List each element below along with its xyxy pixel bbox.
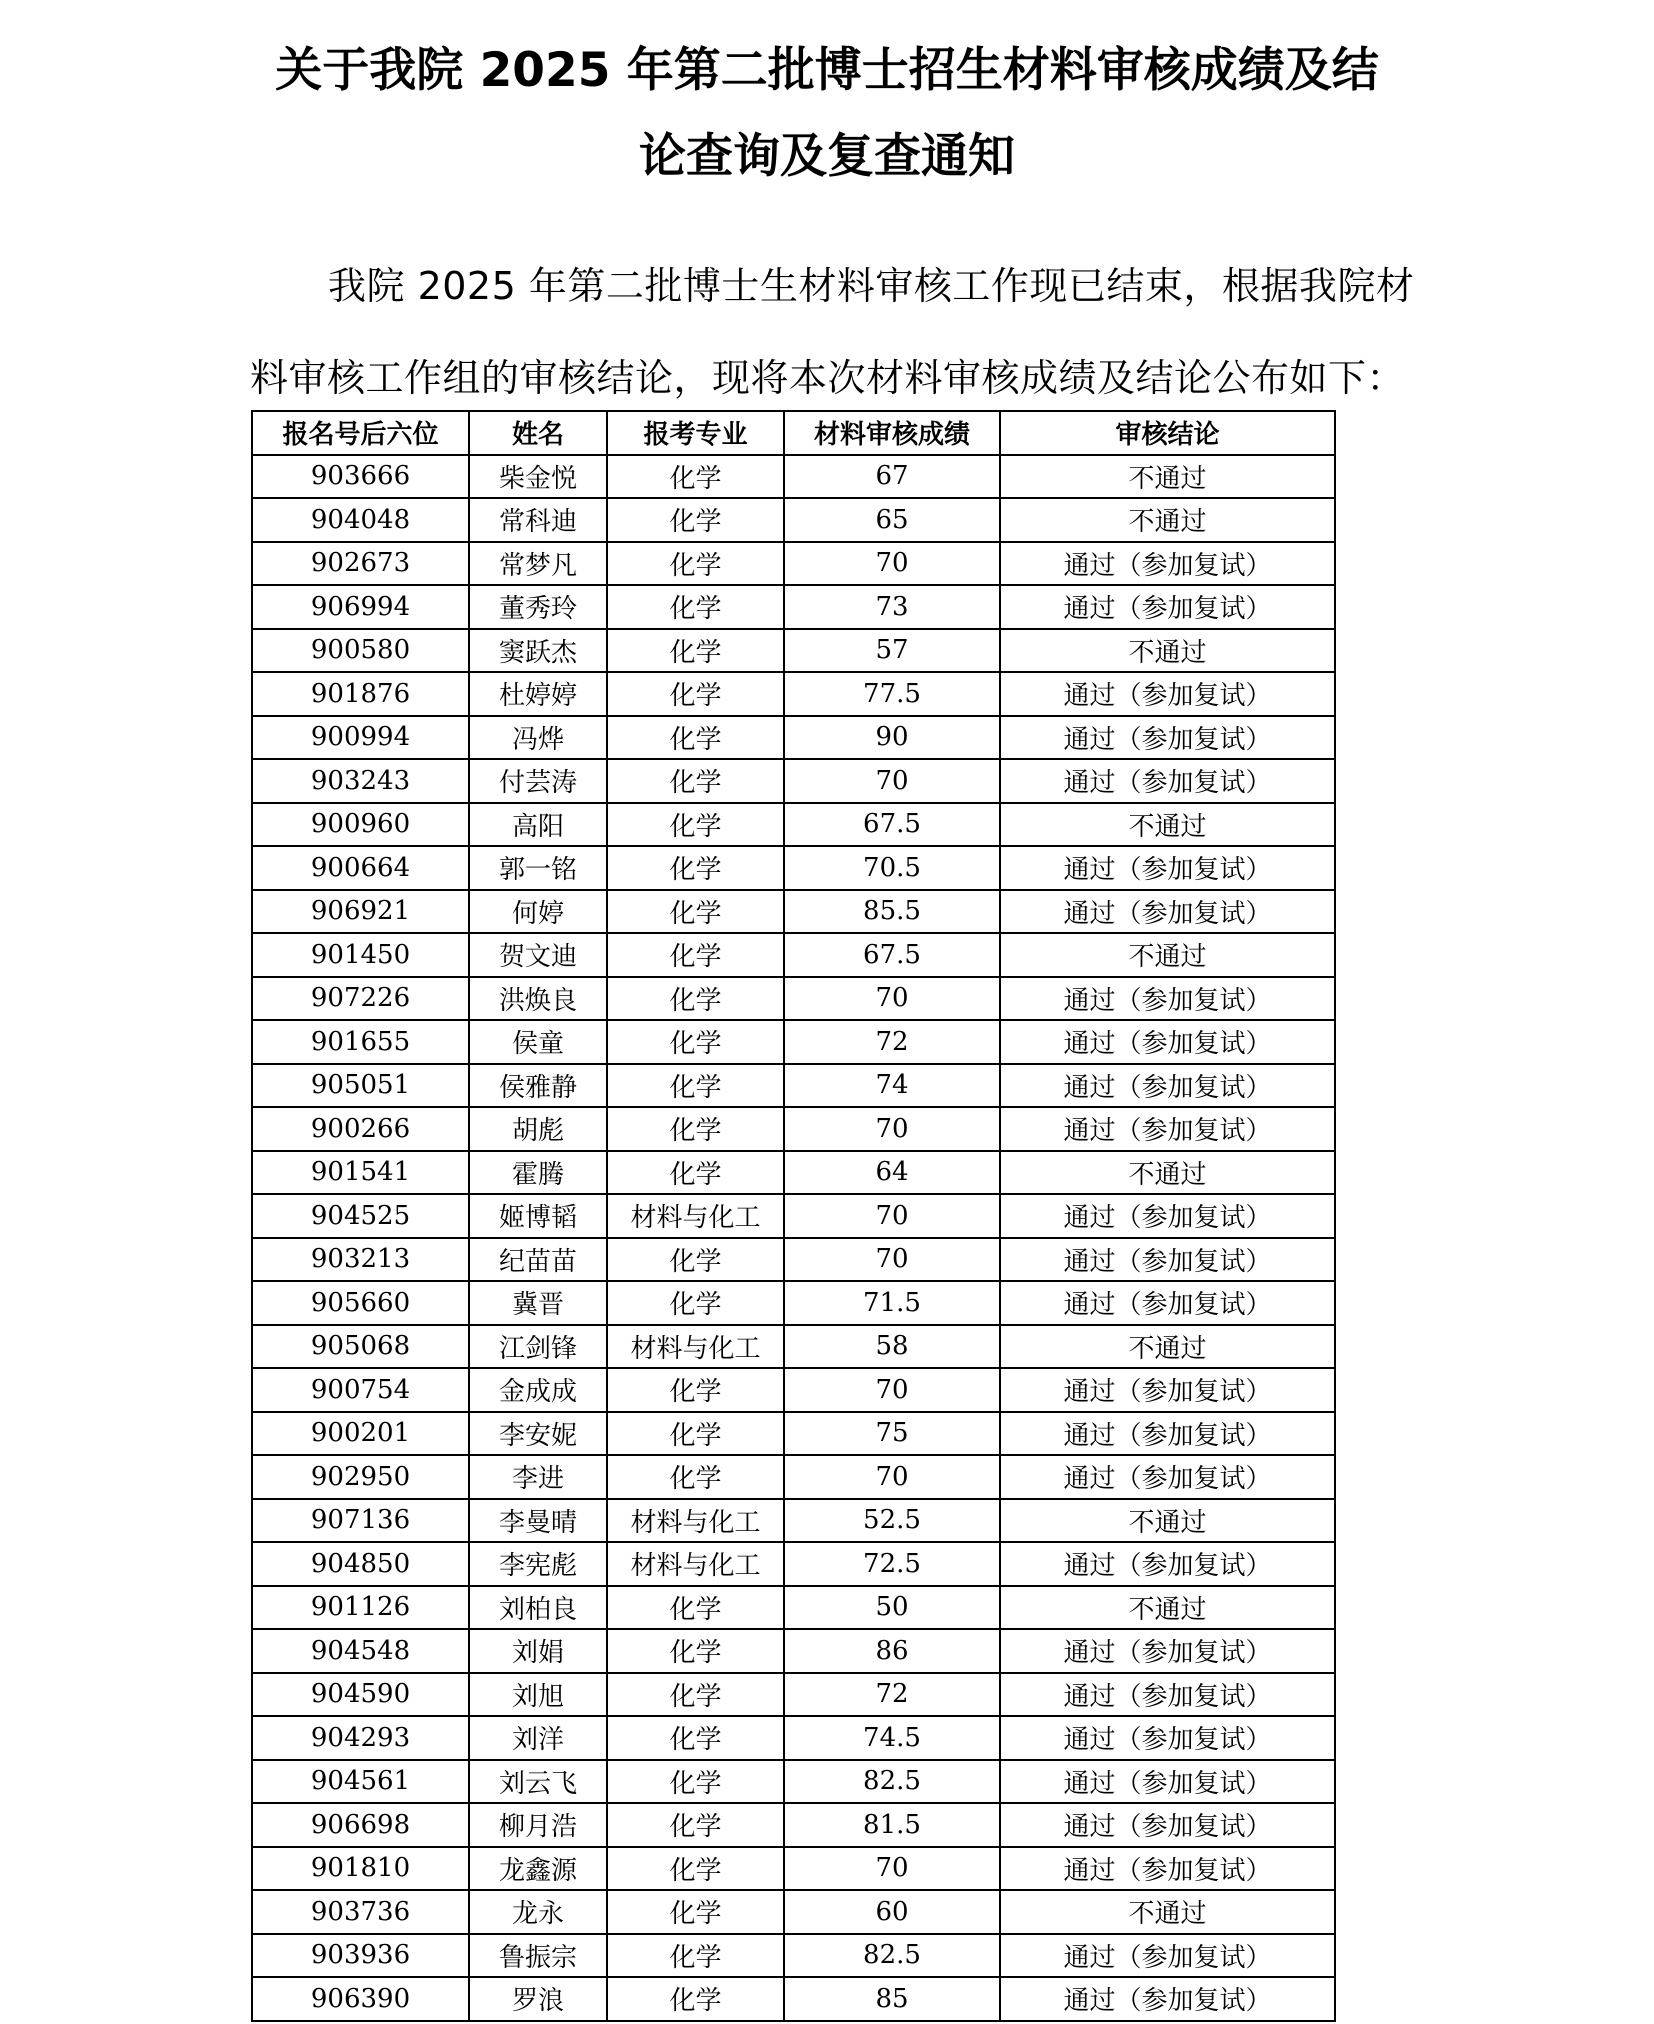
cell-name: 柴金悦: [469, 455, 607, 499]
table-row: [252, 977, 1335, 1021]
cell-major: 材料与化工: [607, 1194, 784, 1238]
table-row: [252, 672, 1335, 716]
cell-major: 化学: [607, 1368, 784, 1412]
cell-result: 通过（参加复试）: [1000, 1803, 1335, 1847]
header-name: 姓名: [469, 411, 607, 455]
cell-major: 化学: [607, 803, 784, 847]
cell-score: 52.5: [784, 1499, 1000, 1543]
cell-major: 材料与化工: [607, 1542, 784, 1586]
cell-result: 不通过: [1000, 498, 1335, 542]
cell-major: 化学: [607, 1760, 784, 1804]
cell-name: 贺文迪: [469, 933, 607, 977]
cell-id: 902673: [252, 542, 469, 586]
table-row: [252, 1586, 1335, 1630]
cell-result: 通过（参加复试）: [1000, 1020, 1335, 1064]
intro-paragraph: 我院 2025 年第二批博士生材料审核工作现已结束，根据我院材料审核工作组的审核结论，现将本次材料审核成绩及结论公布如下：: [250, 264, 1415, 400]
cell-major: 化学: [607, 1673, 784, 1717]
cell-name: 刘洋: [469, 1716, 607, 1760]
cell-id: 900266: [252, 1107, 469, 1151]
cell-score: 70: [784, 1847, 1000, 1891]
cell-score: 67.5: [784, 933, 1000, 977]
table-row: [252, 1673, 1335, 1717]
cell-major: 化学: [607, 1281, 784, 1325]
cell-name: 纪苗苗: [469, 1238, 607, 1282]
cell-id: 900994: [252, 716, 469, 760]
cell-name: 罗浪: [469, 1977, 607, 2021]
cell-result: 通过（参加复试）: [1000, 1281, 1335, 1325]
cell-id: 901810: [252, 1847, 469, 1891]
cell-name: 付芸涛: [469, 759, 607, 803]
cell-result: 通过（参加复试）: [1000, 1629, 1335, 1673]
cell-id: 901541: [252, 1151, 469, 1195]
cell-score: 82.5: [784, 1760, 1000, 1804]
cell-id: 903243: [252, 759, 469, 803]
cell-name: 霍腾: [469, 1151, 607, 1195]
cell-id: 904525: [252, 1194, 469, 1238]
cell-major: 化学: [607, 585, 784, 629]
cell-id: 901876: [252, 672, 469, 716]
cell-id: 906994: [252, 585, 469, 629]
cell-result: 通过（参加复试）: [1000, 716, 1335, 760]
table-row: [252, 1847, 1335, 1891]
cell-id: 907226: [252, 977, 469, 1021]
cell-name: 刘娟: [469, 1629, 607, 1673]
table-row: [252, 629, 1335, 673]
cell-id: 900754: [252, 1368, 469, 1412]
cell-result: 不通过: [1000, 1325, 1335, 1369]
cell-score: 60: [784, 1890, 1000, 1934]
cell-score: 57: [784, 629, 1000, 673]
cell-name: 窦跃杰: [469, 629, 607, 673]
cell-score: 85: [784, 1977, 1000, 2021]
table-row: [252, 1281, 1335, 1325]
cell-score: 70: [784, 1238, 1000, 1282]
cell-score: 70: [784, 1368, 1000, 1412]
header-result: 审核结论: [1000, 411, 1335, 455]
cell-id: 905660: [252, 1281, 469, 1325]
cell-major: 化学: [607, 977, 784, 1021]
cell-score: 64: [784, 1151, 1000, 1195]
cell-major: 化学: [607, 1238, 784, 1282]
cell-result: 通过（参加复试）: [1000, 585, 1335, 629]
cell-result: 不通过: [1000, 455, 1335, 499]
cell-major: 化学: [607, 1107, 784, 1151]
cell-name: 李进: [469, 1455, 607, 1499]
cell-result: 不通过: [1000, 1151, 1335, 1195]
cell-score: 73: [784, 585, 1000, 629]
cell-major: 化学: [607, 759, 784, 803]
cell-major: 化学: [607, 846, 784, 890]
cell-score: 70.5: [784, 846, 1000, 890]
cell-score: 67: [784, 455, 1000, 499]
cell-id: 904293: [252, 1716, 469, 1760]
cell-score: 74: [784, 1064, 1000, 1108]
cell-result: 通过（参加复试）: [1000, 1934, 1335, 1978]
cell-score: 86: [784, 1629, 1000, 1673]
cell-name: 江剑锋: [469, 1325, 607, 1369]
cell-score: 70: [784, 1194, 1000, 1238]
table-row: [252, 1803, 1335, 1847]
table-row: [252, 1499, 1335, 1543]
cell-result: 不通过: [1000, 933, 1335, 977]
table-row: [252, 455, 1335, 499]
cell-id: 902950: [252, 1455, 469, 1499]
table-row: [252, 1934, 1335, 1978]
cell-name: 常梦凡: [469, 542, 607, 586]
cell-name: 龙鑫源: [469, 1847, 607, 1891]
cell-major: 化学: [607, 1151, 784, 1195]
cell-result: 通过（参加复试）: [1000, 977, 1335, 1021]
cell-major: 化学: [607, 933, 784, 977]
cell-major: 材料与化工: [607, 1325, 784, 1369]
cell-score: 70: [784, 542, 1000, 586]
table-row: [252, 1238, 1335, 1282]
cell-result: 通过（参加复试）: [1000, 1194, 1335, 1238]
cell-major: 化学: [607, 1629, 784, 1673]
table-row: [252, 498, 1335, 542]
cell-id: 905051: [252, 1064, 469, 1108]
cell-result: 通过（参加复试）: [1000, 1760, 1335, 1804]
cell-major: 化学: [607, 629, 784, 673]
cell-score: 72: [784, 1020, 1000, 1064]
table-row: [252, 1542, 1335, 1586]
table-row: [252, 1890, 1335, 1934]
cell-name: 冯烨: [469, 716, 607, 760]
table-row: [252, 1151, 1335, 1195]
cell-name: 鲁振宗: [469, 1934, 607, 1978]
table-row: [252, 890, 1335, 934]
cell-score: 82.5: [784, 1934, 1000, 1978]
table-row: [252, 1629, 1335, 1673]
cell-result: 通过（参加复试）: [1000, 1673, 1335, 1717]
page-title-line-1: 关于我院 2025 年第二批博士招生材料审核成绩及结: [275, 43, 1379, 98]
table-header-row: [252, 411, 1335, 455]
header-score: 材料审核成绩: [784, 411, 1000, 455]
cell-result: 通过（参加复试）: [1000, 542, 1335, 586]
cell-result: 不通过: [1000, 1586, 1335, 1630]
cell-major: 化学: [607, 890, 784, 934]
cell-id: 903936: [252, 1934, 469, 1978]
table-row: [252, 1107, 1335, 1151]
cell-id: 903666: [252, 455, 469, 499]
cell-id: 906698: [252, 1803, 469, 1847]
cell-name: 金成成: [469, 1368, 607, 1412]
cell-id: 906390: [252, 1977, 469, 2021]
cell-result: 不通过: [1000, 1499, 1335, 1543]
table-row: [252, 1194, 1335, 1238]
cell-score: 81.5: [784, 1803, 1000, 1847]
cell-major: 化学: [607, 1586, 784, 1630]
cell-major: 化学: [607, 1977, 784, 2021]
cell-name: 何婷: [469, 890, 607, 934]
header-id: 报名号后六位: [252, 411, 469, 455]
cell-major: 化学: [607, 455, 784, 499]
cell-result: 通过（参加复试）: [1000, 1977, 1335, 2021]
table-row: [252, 759, 1335, 803]
table-row: [252, 803, 1335, 847]
header-major: 报考专业: [607, 411, 784, 455]
cell-score: 70: [784, 1107, 1000, 1151]
cell-name: 常科迪: [469, 498, 607, 542]
cell-major: 化学: [607, 1455, 784, 1499]
cell-major: 化学: [607, 498, 784, 542]
cell-name: 侯雅静: [469, 1064, 607, 1108]
cell-result: 不通过: [1000, 803, 1335, 847]
cell-major: 化学: [607, 1020, 784, 1064]
table-row: [252, 1020, 1335, 1064]
table-row: [252, 585, 1335, 629]
cell-name: 刘云飞: [469, 1760, 607, 1804]
table-row: [252, 1325, 1335, 1369]
cell-result: 通过（参加复试）: [1000, 759, 1335, 803]
cell-id: 903736: [252, 1890, 469, 1934]
cell-result: 通过（参加复试）: [1000, 890, 1335, 934]
cell-score: 71.5: [784, 1281, 1000, 1325]
cell-result: 通过（参加复试）: [1000, 1107, 1335, 1151]
cell-score: 70: [784, 759, 1000, 803]
cell-major: 化学: [607, 1803, 784, 1847]
cell-id: 904048: [252, 498, 469, 542]
cell-id: 905068: [252, 1325, 469, 1369]
table-row: [252, 1368, 1335, 1412]
cell-score: 74.5: [784, 1716, 1000, 1760]
cell-major: 化学: [607, 1934, 784, 1978]
cell-major: 化学: [607, 1064, 784, 1108]
cell-result: 通过（参加复试）: [1000, 1064, 1335, 1108]
cell-score: 58: [784, 1325, 1000, 1369]
table-row: [252, 846, 1335, 890]
cell-result: 通过（参加复试）: [1000, 672, 1335, 716]
cell-major: 材料与化工: [607, 1499, 784, 1543]
cell-name: 杜婷婷: [469, 672, 607, 716]
table-body: [252, 455, 1335, 2021]
page-title-line-2: 论查询及复查通知: [639, 129, 1015, 184]
cell-name: 董秀玲: [469, 585, 607, 629]
cell-score: 70: [784, 977, 1000, 1021]
cell-name: 胡彪: [469, 1107, 607, 1151]
cell-name: 龙永: [469, 1890, 607, 1934]
cell-name: 柳月浩: [469, 1803, 607, 1847]
cell-id: 901450: [252, 933, 469, 977]
cell-score: 90: [784, 716, 1000, 760]
cell-id: 903213: [252, 1238, 469, 1282]
cell-name: 李安妮: [469, 1412, 607, 1456]
cell-major: 化学: [607, 542, 784, 586]
cell-score: 85.5: [784, 890, 1000, 934]
score-table: [251, 410, 1336, 2022]
table-row: [252, 933, 1335, 977]
cell-id: 904548: [252, 1629, 469, 1673]
cell-result: 通过（参加复试）: [1000, 1412, 1335, 1456]
cell-id: 901126: [252, 1586, 469, 1630]
table-row: [252, 1064, 1335, 1108]
cell-score: 77.5: [784, 672, 1000, 716]
table-row: [252, 542, 1335, 586]
table-row: [252, 1716, 1335, 1760]
cell-name: 洪焕良: [469, 977, 607, 1021]
cell-id: 907136: [252, 1499, 469, 1543]
cell-score: 50: [784, 1586, 1000, 1630]
cell-score: 75: [784, 1412, 1000, 1456]
cell-result: 通过（参加复试）: [1000, 1455, 1335, 1499]
cell-id: 904590: [252, 1673, 469, 1717]
cell-result: 通过（参加复试）: [1000, 1368, 1335, 1412]
cell-major: 化学: [607, 1412, 784, 1456]
cell-id: 900580: [252, 629, 469, 673]
cell-id: 900960: [252, 803, 469, 847]
cell-result: 不通过: [1000, 629, 1335, 673]
cell-name: 刘旭: [469, 1673, 607, 1717]
cell-id: 901655: [252, 1020, 469, 1064]
cell-score: 67.5: [784, 803, 1000, 847]
cell-result: 通过（参加复试）: [1000, 846, 1335, 890]
cell-major: 化学: [607, 1890, 784, 1934]
cell-result: 通过（参加复试）: [1000, 1542, 1335, 1586]
cell-name: 郭一铭: [469, 846, 607, 890]
cell-major: 化学: [607, 1847, 784, 1891]
cell-major: 化学: [607, 672, 784, 716]
cell-id: 900201: [252, 1412, 469, 1456]
cell-name: 姬博韬: [469, 1194, 607, 1238]
table-row: [252, 1977, 1335, 2021]
table-row: [252, 1455, 1335, 1499]
cell-score: 72: [784, 1673, 1000, 1717]
cell-id: 906921: [252, 890, 469, 934]
cell-score: 72.5: [784, 1542, 1000, 1586]
cell-result: 通过（参加复试）: [1000, 1847, 1335, 1891]
page-title: [0, 28, 1654, 200]
table-row: [252, 1760, 1335, 1804]
cell-name: 高阳: [469, 803, 607, 847]
cell-score: 65: [784, 498, 1000, 542]
cell-name: 刘柏良: [469, 1586, 607, 1630]
cell-name: 李宪彪: [469, 1542, 607, 1586]
table-row: [252, 1412, 1335, 1456]
cell-result: 通过（参加复试）: [1000, 1238, 1335, 1282]
cell-id: 904561: [252, 1760, 469, 1804]
table-row: [252, 716, 1335, 760]
cell-name: 侯童: [469, 1020, 607, 1064]
cell-id: 904850: [252, 1542, 469, 1586]
cell-result: 不通过: [1000, 1890, 1335, 1934]
cell-id: 900664: [252, 846, 469, 890]
cell-major: 化学: [607, 1716, 784, 1760]
cell-name: 李曼晴: [469, 1499, 607, 1543]
cell-score: 70: [784, 1455, 1000, 1499]
cell-major: 化学: [607, 716, 784, 760]
cell-name: 冀晋: [469, 1281, 607, 1325]
cell-result: 通过（参加复试）: [1000, 1716, 1335, 1760]
